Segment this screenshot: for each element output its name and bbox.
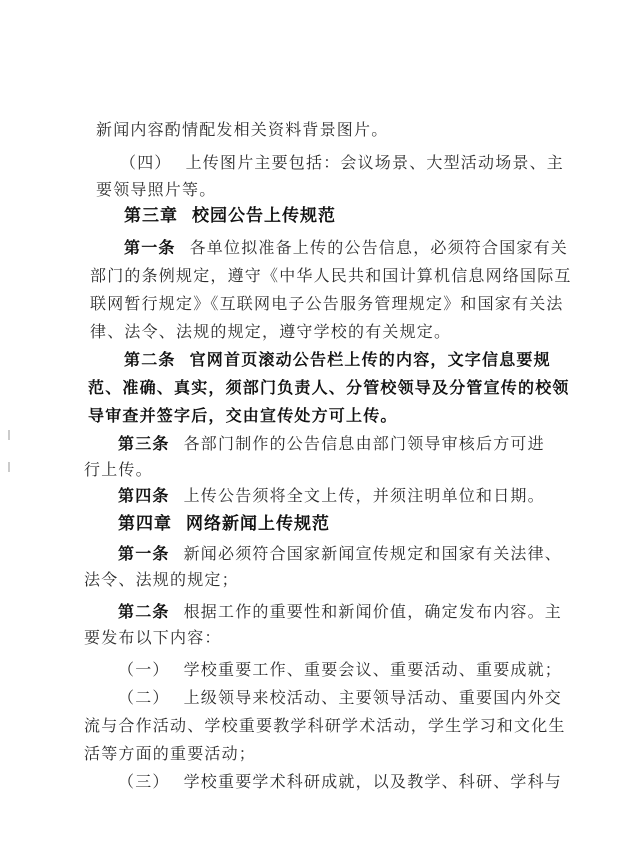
article-label: 第一条	[118, 544, 170, 563]
article-4: 第四条 上传公告须将全文上传，并须注明单位和日期。	[118, 486, 545, 505]
chapter-3-heading: 第三章 校园公告上传规范	[124, 206, 336, 226]
paragraph-line: 要领导照片等。	[96, 180, 217, 199]
paragraph-line: 律、法令、法规的规定，遵守学校的有关规定。	[90, 322, 452, 341]
paragraph-line: 流与合作活动、学校重要教学科研学术活动，学生学习和文化生	[84, 716, 566, 735]
scan-mark	[8, 430, 18, 440]
chapter-4-heading: 第四章 网络新闻上传规范	[118, 514, 330, 534]
list-item-1: （一） 学校重要工作、重要会议、重要活动、重要成就；	[118, 660, 563, 679]
list-label: （四）	[120, 153, 172, 172]
paragraph-line: 导审查并签字后，交由宣传处方可上传。	[88, 406, 398, 425]
list-item-3: （三） 学校重要学术科研成就，以及教学、科研、学科与	[118, 772, 563, 791]
list-label: （三）	[118, 772, 170, 791]
list-label: （二）	[118, 688, 170, 707]
paragraph-line: 法令、法规的规定；	[84, 570, 239, 589]
article-3: 第三条 各部门制作的公告信息由部门领导审核后方可进	[118, 434, 545, 453]
paragraph-line: 要发布以下内容：	[84, 628, 222, 647]
article-1: 第一条 各单位拟准备上传的公告信息，必须符合国家有关	[124, 238, 569, 257]
article-label: 第三条	[118, 434, 170, 453]
article-label: 第一条	[124, 238, 176, 257]
scan-mark	[8, 462, 18, 472]
article-label: 第四条	[118, 486, 170, 505]
article-1: 第一条 新闻必须符合国家新闻宣传规定和国家有关法律、	[118, 544, 563, 563]
paragraph-line: 联网暂行规定》《互联网电子公告服务管理规定》和国家有关法	[90, 294, 564, 313]
list-item-4: （四） 上传图片主要包括：会议场景、大型活动场景、主	[120, 153, 565, 172]
list-item-2: （二） 上级领导来校活动、主要领导活动、重要国内外交	[118, 688, 563, 707]
article-2: 第二条 根据工作的重要性和新闻价值，确定发布内容。主	[118, 602, 563, 621]
article-label: 第二条	[124, 350, 176, 369]
paragraph-line: 范、准确、真实，须部门负责人、分管校领导及分管宣传的校领	[88, 378, 570, 397]
list-label: （一）	[118, 660, 170, 679]
article-2: 第二条 官网首页滚动公告栏上传的内容，文字信息要规	[124, 350, 551, 369]
paragraph-line: 新闻内容酌情配发相关资料背景图片。	[96, 120, 389, 139]
paragraph-line: 部门的条例规定，遵守《中华人民共和国计算机信息网络国际互	[90, 266, 572, 285]
paragraph-line: 行上传。	[84, 460, 153, 479]
article-label: 第二条	[118, 602, 170, 621]
paragraph-line: 活等方面的重要活动；	[84, 744, 257, 763]
